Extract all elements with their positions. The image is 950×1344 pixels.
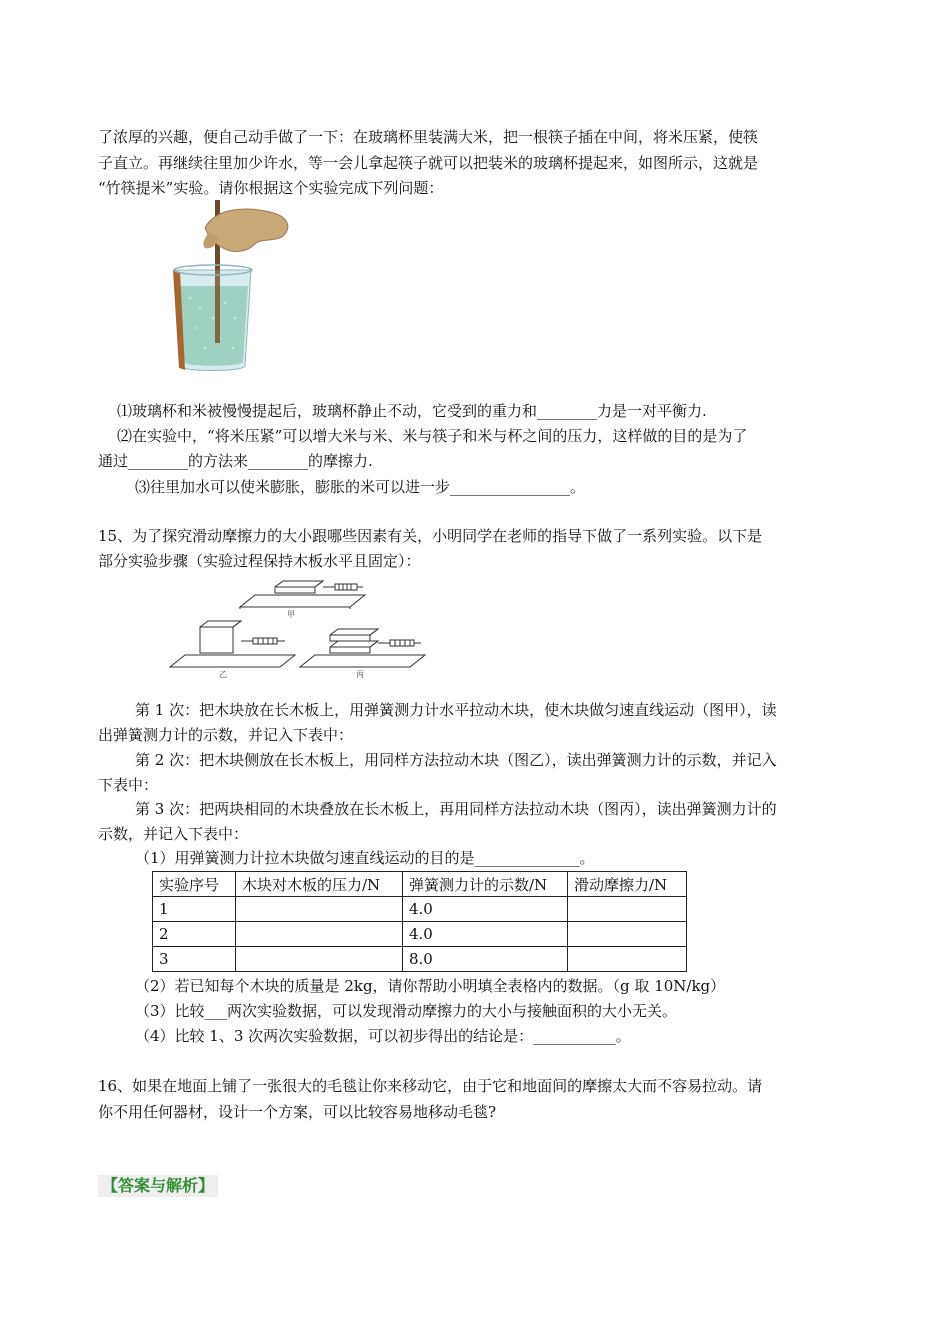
table-header-cell: 滑动摩擦力/N (568, 872, 687, 897)
q14-part-2b: 通过________的方法来________的摩擦力. (98, 452, 373, 470)
q15-step-2b: 下表中： (98, 776, 159, 794)
table-cell: 2 (153, 922, 236, 947)
figure-label-jia: 甲 (287, 610, 295, 619)
q16-line-1: 16、如果在地面上铺了一张很大的毛毯让你来移动它，由于它和地面间的摩擦太大而不容易拉动。请 (98, 1077, 763, 1095)
q15-step-2a: 第 2 次：把木块侧放在长木板上，用同样方法拉动木块（图乙），读出弹簧测力计的示数，并记入 (135, 751, 777, 769)
table-cell (236, 897, 403, 922)
q14-part-1: ⑴玻璃杯和米被慢慢提起后，玻璃杯静止不动，它受到的重力和________力是一对平衡力. (117, 402, 707, 420)
q15-line-2: 部分实验步骤（实验过程保持木板水平且固定）： (98, 552, 421, 570)
table-cell: 3 (153, 947, 236, 972)
q16-line-2: 你不用任何器材，设计一个方案，可以比较容易地移动毛毯? (98, 1103, 497, 1121)
q14-part-2a: ⑵在实验中，“将米压紧”可以增大米与米、米与筷子和米与杯之间的压力，这样做的目的是为了 (117, 427, 748, 445)
q15-sub-3: （3）比较___两次实验数据，可以发现滑动摩擦力的大小与接触面积的大小无关。 (135, 1002, 678, 1020)
q15-sub-4: （4）比较 1、3 次两次实验数据，可以初步得出的结论是：___________。 (135, 1027, 631, 1045)
q15-step-1b: 出弹簧测力计的示数，并记入下表中： (98, 726, 354, 744)
q15-step-3a: 第 3 次：把两块相同的木块叠放在长木板上，再用同样方法拉动木块（图丙），读出弹簧测力计的 (135, 800, 777, 818)
figure-label-yi: 乙 (219, 670, 227, 679)
table-cell (236, 947, 403, 972)
q15-sub-1: （1）用弹簧测力计拉木块做匀速直线运动的目的是______________。 (135, 849, 595, 867)
table-cell (568, 897, 687, 922)
table-cell: 4.0 (403, 922, 568, 947)
table-cell (568, 922, 687, 947)
chopstick-rice-figure (165, 198, 300, 380)
table-header-cell: 弹簧测力计的示数/N (403, 872, 568, 897)
intro-line-3: “竹筷提米”实验。请你根据这个实验完成下列问题： (98, 179, 444, 197)
table-row (153, 947, 687, 972)
table-cell: 8.0 (403, 947, 568, 972)
q15-step-1a: 第 1 次：把木块放在长木板上，用弹簧测力计水平拉动木块，使木块做匀速直线运动（图甲），读 (135, 701, 777, 719)
q14-part-3: ⑶往里加水可以使米膨胀，膨胀的米可以进一步________________。 (135, 478, 586, 496)
intro-line-2: 子直立。再继续往里加少许水，等一会儿拿起筷子就可以把装米的玻璃杯提起来，如图所示，这就是 (98, 154, 759, 172)
experiment-table (152, 871, 687, 972)
friction-experiment-figure (165, 575, 435, 685)
table-cell (568, 947, 687, 972)
q15-line-1: 15、为了探究滑动摩擦力的大小跟哪些因素有关，小明同学在老师的指导下做了一系列实验。以下是 (98, 527, 763, 545)
q15-sub-2: （2）若已知每个木块的质量是 2kg，请你帮助小明填全表格内的数据。（g 取 10N/kg） (135, 977, 726, 995)
figure-label-bing: 丙 (356, 670, 364, 679)
q15-step-3b: 示数，并记入下表中： (98, 825, 249, 843)
table-row (153, 922, 687, 947)
table-header-cell: 实验序号 (153, 872, 236, 897)
table-header-row (153, 872, 687, 897)
table-cell: 4.0 (403, 897, 568, 922)
intro-line-1: 了浓厚的兴趣，便自己动手做了一下：在玻璃杯里装满大米，把一根筷子插在中间，将米压紧，使筷 (98, 128, 759, 146)
answer-section-heading: 【答案与解析】 (98, 1175, 218, 1197)
table-header-cell: 木块对木板的压力/N (236, 872, 403, 897)
table-cell: 1 (153, 897, 236, 922)
table-cell (236, 922, 403, 947)
table-row (153, 897, 687, 922)
